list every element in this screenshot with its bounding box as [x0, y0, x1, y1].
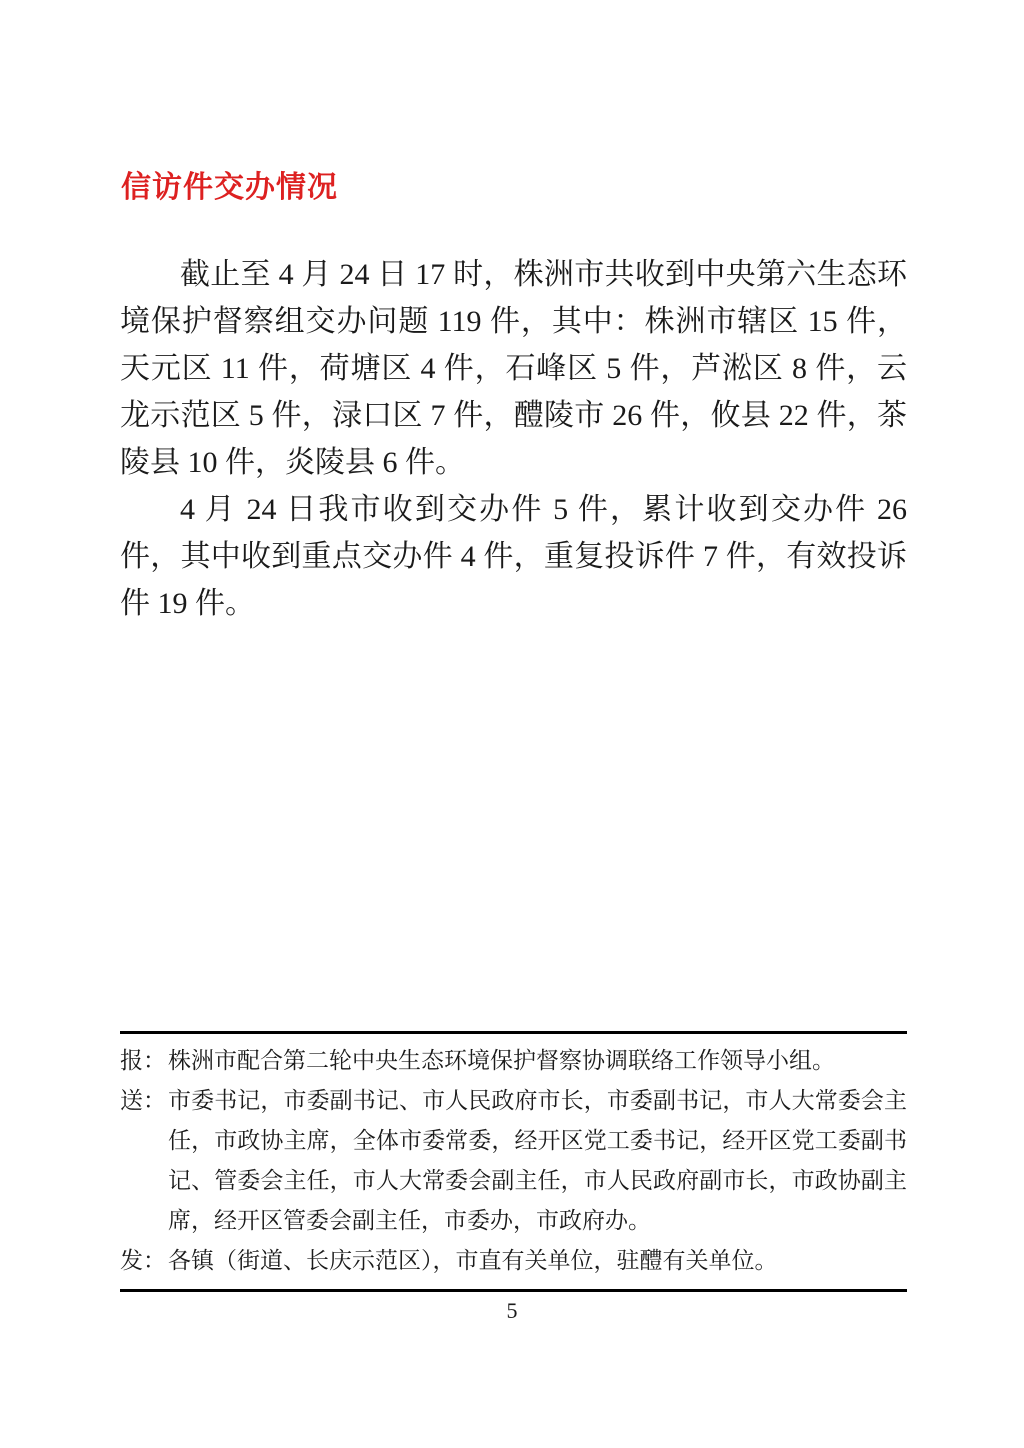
footer-row-distribute: [120, 1241, 907, 1281]
body-paragraph: 截止至 4 月 24 日 17 时，株洲市共收到中央第六生态环境保护督察组交办问题 119 件，其中：株洲市辖区 15 件，天元区 11 件，荷塘区 4 件，石峰区 5 件，芦淞区 8 件，云龙示范区 5 件，渌口区 7 件，醴陵市 26 件，攸县 22 件，茶陵县 10 件，炎陵县 6 件。: [120, 258, 907, 479]
footer-row-label: 送：: [120, 1088, 166, 1113]
footer-row-send: [120, 1081, 907, 1241]
page-number: 5: [506, 1298, 518, 1323]
footer-row-text: 市委书记，市委副书记、市人民政府市长，市委副书记，市人大常委会主任，市政协主席，全体市委常委，经开区党工委书记，经开区党工委副书记、管委会主任，市人大常委会副主任，市人民政府副市长，市政协副主席，经开区管委会副主任，市委办，市政府办。: [168, 1088, 907, 1233]
footer-row-text: 各镇（街道、长庆示范区），市直有关单位，驻醴有关单位。: [168, 1248, 778, 1273]
footer-body: [120, 1034, 907, 1289]
footer-bottom-rule: [120, 1289, 907, 1292]
body-paragraph: 4 月 24 日我市收到交办件 5 件，累计收到交办件 26 件，其中收到重点交办件 4 件，重复投诉件 7 件，有效投诉件 19 件。: [120, 493, 907, 620]
footer-row-label: 发：: [120, 1248, 166, 1273]
footer-row-label: 报：: [120, 1048, 166, 1073]
footer-row-report: [120, 1041, 907, 1081]
footer-row-text: 株洲市配合第二轮中央生态环境保护督察协调联络工作领导小组。: [168, 1048, 835, 1073]
section-heading: 信访件交办情况: [121, 171, 338, 204]
body-text-block: [120, 251, 907, 627]
distribution-footer: [120, 1031, 907, 1292]
